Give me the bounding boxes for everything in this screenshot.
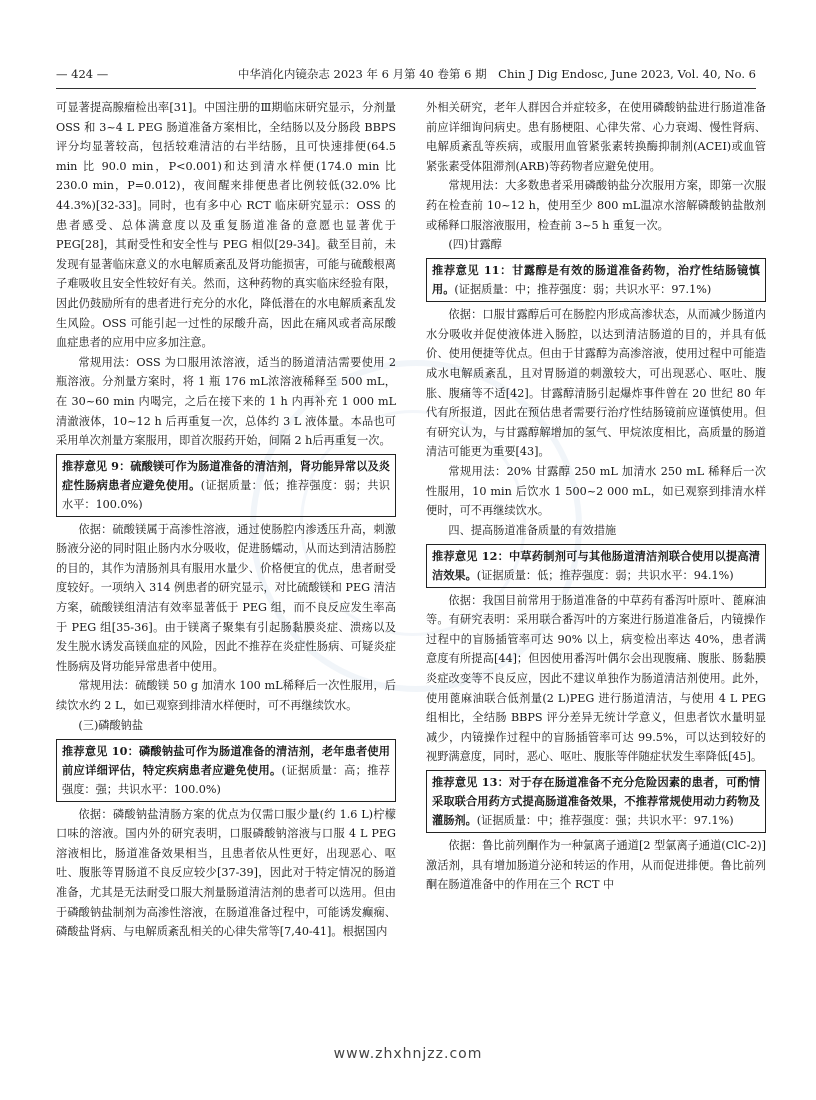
section-heading: (四)甘露醇 (448, 238, 502, 252)
paragraph: 外相关研究，老年人群因合并症较多，在使用磷酸钠盐进行肠道准备前应详细询问病史。患有肠梗阻、心律失常、心力衰竭、慢性肾病、电解质紊乱等疾病，或服用血管紧张素转换酶抑制剂(ACEI)或血管紧张素受体阻滞剂(ARB)等药物者应避免使用。 (426, 101, 766, 173)
left-column (56, 98, 396, 942)
header-rule (56, 88, 756, 89)
right-column (426, 98, 766, 895)
page-number: — 424 — (56, 67, 109, 81)
recommendation-title: 推荐意见 10：磷酸钠盐可作为肠道准备的清洁剂，老年患者使用前应详细评估，特定疾病患者应避免使用。 (62, 743, 390, 777)
recommendation-box-11 (426, 258, 766, 302)
running-header (56, 62, 756, 86)
paragraph: 常规用法：大多数患者采用磷酸钠盐分次服用方案，即第一次服药在检查前 10~12 h，使用至少 800 mL温凉水溶解磷酸钠盐散剂或稀释口服溶液服用，检查前 3~5 h 重复一次。 (426, 179, 766, 232)
paragraph: 可显著提高腺瘤检出率[31]。中国注册的Ⅲ期临床研究显示，分剂量 OSS 和 3~4 L PEG 肠道准备方案相比，全结肠以及分肠段 BBPS 评分均显著较高，包括较难清洁的右半结肠，且可快速排便(64.5 min 比 90.0 min，P<0.001)和达到清水样便(174.0 min 比 230.0 min，P=0.012)，夜间醒来排便患者比例较低(32.0% 比 44.3%)[32-33]。同时，也有多中心 RCT 临床研究显示：OSS 的患者感受、总体满意度以及重复肠道准备的意愿也显著优于 PEG[28]，其耐受性和安全性与 PEG 相似[29-34]。截至目前，未发现有显著临床意义的水电解质紊乱及肾功能损害，可能与硫酸根离子难吸收且安全性较好有关。然而，这种药物的真实临床经验有限，因此仍鼓励所有的患者进行充分的水化，降低潜在的水电解质紊乱发生风险。OSS 可能引起一过性的尿酸升高，因此在痛风或者高尿酸血症患者的应用中应多加注意。 (56, 101, 396, 350)
section-heading: 四、提高肠道准备质量的有效措施 (448, 523, 617, 537)
recommendation-evidence: (证据质量：低；推荐强度：弱；共识水平：94.1%) (476, 568, 734, 582)
paragraph: 依据：口服甘露醇后可在肠腔内形成高渗状态，从而减少肠道内水分吸收并促使液体进入肠腔，以达到清洁肠道的目的，并具有低价、使用便捷等优点。但由于甘露醇为高渗溶液，使用过程中可能造成水电解质紊乱，且对胃肠道的刺激较大，可出现恶心、呕吐、腹胀、腹痛等不适[42]。甘露醇清肠引起爆炸事件曾在 20 世纪 80 年代有所报道，因此在预估患者需要行治疗性结肠镜前应谨慎使用。但有研究认为，与甘露醇解增加的氢气、甲烷浓度相比，高质量的肠道清洁可能更为重要[43]。 (426, 308, 766, 459)
journal-citation: 中华消化内镜杂志 2023 年 6 月第 40 卷第 6 期 Chin J Dig Endosc, June 2023, Vol. 40, No. 6 (237, 67, 756, 81)
paragraph: 依据：硫酸镁属于高渗性溶液，通过使肠腔内渗透压升高，刺激肠液分泌的同时阻止肠内水分吸收，促进肠蠕动，从而达到清洁肠腔的目的，其作为清肠剂具有服用水量少、价格便宜的优点，患者耐受度较好。一项纳入 314 例患者的研究显示，对比硫酸镁和 PEG 清洁方案，硫酸镁组清洁有效率显著低于 PEG 组，而不良反应发生率高于 PEG 组[35-36]。由于镁离子聚集有引起肠黏膜炎症、溃疡以及发生脱水诱发高镁血症的风险，因此不推荐在炎症性肠病、可疑炎症性肠病及肾功能异常患者中使用。 (56, 522, 396, 673)
recommendation-box-10 (56, 739, 396, 802)
paragraph: 常规用法：20% 甘露醇 250 mL 加清水 250 mL 稀释后一次性服用，10 min 后饮水 1 500~2 000 mL，如已观察到排清水样便时，可不再继续饮水。 (426, 464, 766, 518)
footer-url: www.zhxhnjzz.com (333, 1046, 483, 1062)
section-heading: (三)磷酸钠盐 (78, 718, 144, 732)
paragraph: 常规用法：硫酸镁 50 g 加清水 100 mL稀释后一次性服用，后续饮水约 2 L，如已观察到排清水样便时，可不再继续饮水。 (56, 679, 396, 713)
paragraph: 依据：鲁比前列酮作为一种氯离子通道[2 型氯离子通道(ClC-2)]激活剂，具有增加肠道分泌和转运的作用，从而促进排便。鲁比前列酮在肠道准备中的作用在三个 RCT 中 (426, 839, 766, 892)
recommendation-evidence: (证据质量：低；推荐强度：弱；共识水平：100.0%) (62, 478, 390, 511)
recommendation-box-9 (56, 454, 396, 517)
recommendation-title: 推荐意见 11：甘露醇是有效的肠道准备药物，治疗性结肠镜慎用。 (432, 263, 760, 297)
recommendation-evidence: (证据质量：中；推荐强度：弱；共识水平：97.1%) (454, 283, 712, 297)
recommendation-evidence: (证据质量：中；推荐强度：强；共识水平：97.1%) (476, 814, 734, 828)
paragraph: 依据：磷酸钠盐清肠方案的优点为仅需口服少量(约 1.6 L)柠檬口味的溶液。国内外的研究表明，口服磷酸钠溶液与口服 4 L PEG 溶液相比，肠道准备效果相当，且患者依从性更好，出现恶心、呕吐、腹胀等胃肠道不良反应较少[37-39]，因此对于特定情况的肠道准备，尤其是无法耐受口服大剂量肠道清洁剂的患者可以选用。但由于磷酸钠盐制剂为高渗性溶液，在肠道准备过程中，可能诱发癫痫、磷酸盐肾病、与电解质紊乱相关的心律失常等[7,40-41]。根据国内 (56, 807, 396, 939)
recommendation-title: 推荐意见 9：硫酸镁可作为肠道准备的清洁剂，肾功能异常以及炎症性肠病患者应避免使用。 (62, 458, 390, 492)
paragraph: 依据：我国目前常用于肠道准备的中草药有番泻叶原叶、蓖麻油等。有研究表明：采用联合番泻叶的方案进行肠道准备后，内镜操作过程中的盲肠插管率可达 90% 以上，病变检出率达 40%，患者满意度有所提高[44]；但因使用番泻叶偶尔会出现腹痛、腹胀、肠黏膜炎症改变等不良反应，因此不建议单独作为肠道清洁剂使用。此外，使用蓖麻油联合低剂量(2 L)PEG 进行肠道清洁，与使用 4 L PEG 组相比，全结肠 BBPS 评分差异无统计学意义，但患者饮水量明显减少，内镜操作过程中的盲肠插管率可达 99.5%，可以达到较好的视野满意度，同时，恶心、呕吐、腹胀等伴随症状发生率降低[45]。 (426, 593, 766, 764)
recommendation-box-12 (426, 544, 766, 588)
recommendation-title: 推荐意见 13：对于存在肠道准备不充分危险因素的患者，可酌情采取联合用药方式提高肠道准备效果，不推荐常规使用动力药物及灌肠剂。 (432, 775, 760, 828)
recommendation-box-13 (426, 770, 766, 833)
recommendation-evidence: (证据质量：高；推荐强度：强；共识水平：100.0%) (62, 763, 390, 796)
paragraph: 常规用法：OSS 为口服用浓溶液，适当的肠道清洁需要使用 2 瓶溶液。分剂量方案时，将 1 瓶 176 mL浓溶液稀释至 500 mL，在 30~60 min 内喝完，之后在接下来的 1 h 内再补充 1 000 mL 清澈液体，10~12 h 后再重复一次，总体约 3 L 液体量。本品也可采用单次剂量方案服用，即首次服药开始，间隔 2 h后再重复一次。 (56, 355, 396, 448)
recommendation-title: 推荐意见 12：中草药制剂可与其他肠道清洁剂联合使用以提高清洁效果。 (432, 548, 760, 582)
